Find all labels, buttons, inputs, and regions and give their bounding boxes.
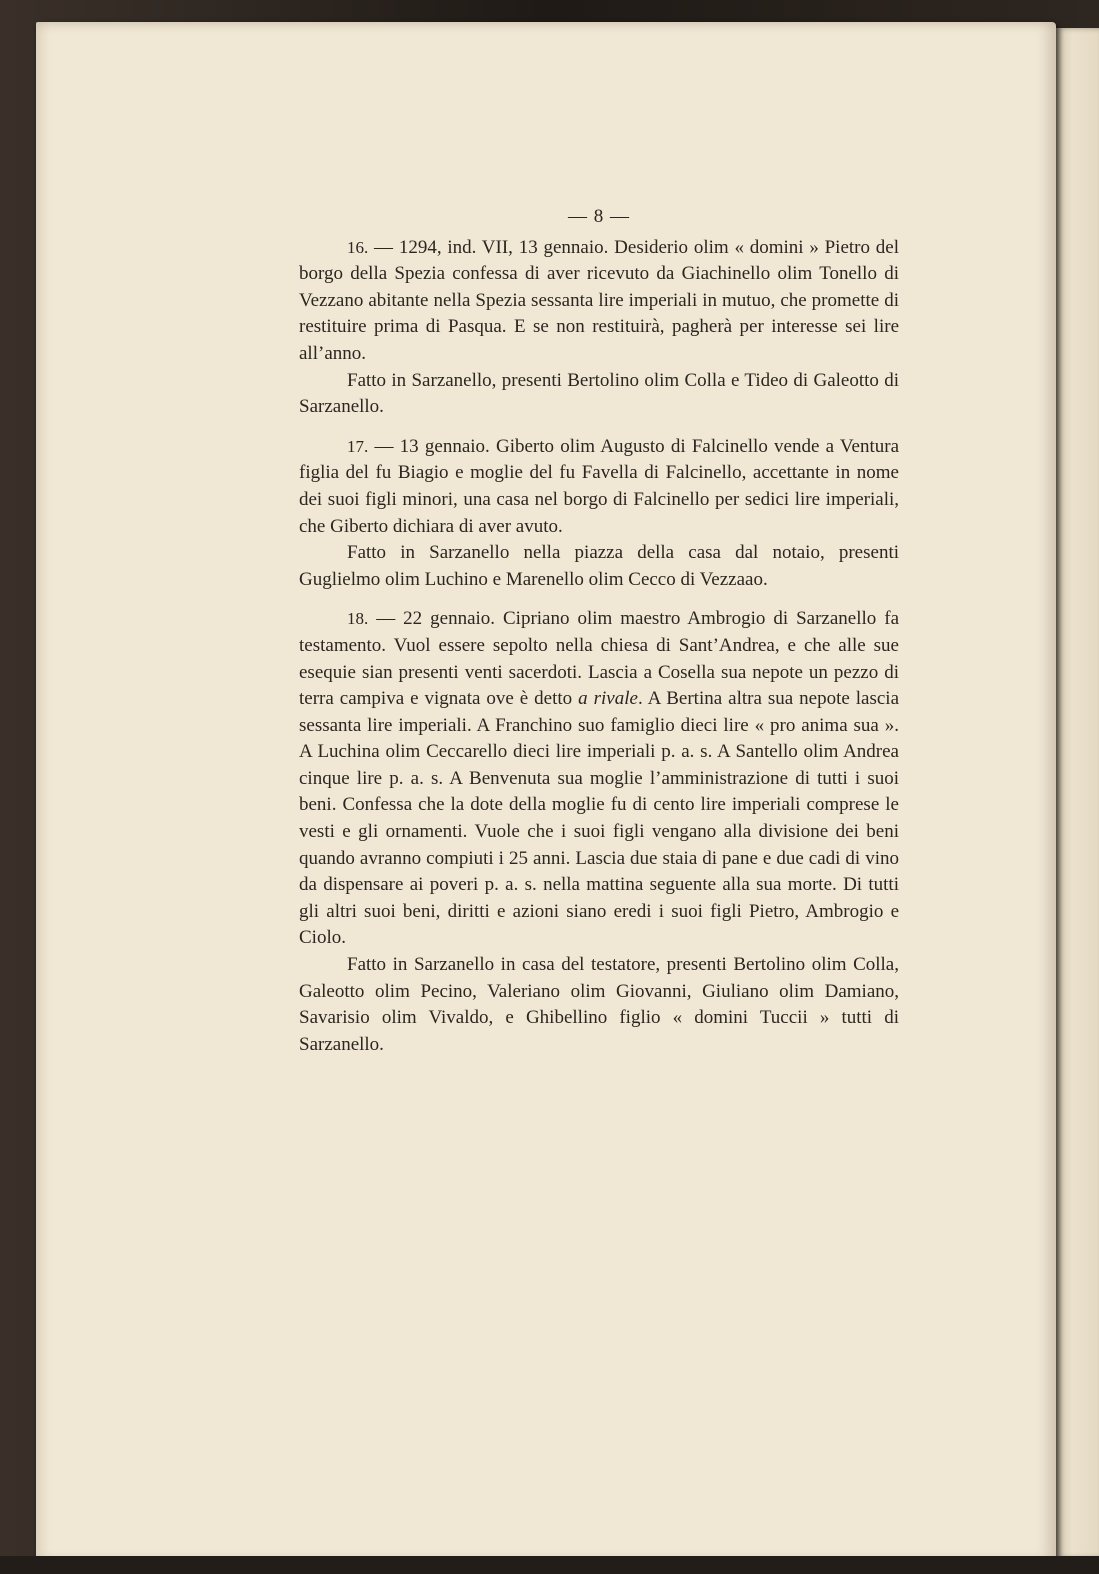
- entry-18-witnesses: Fatto in Sarzanello in casa del testatore, presenti Bertolino olim Colla, Galeotto olim Pecino, Valeriano olim Giovanni, Giuliano olim Damiano, Savarisio olim Vivaldo, e Ghibellino figlio « domini Tuccii » tutti di Sarzanello.: [299, 954, 899, 1055]
- page-text: [299, 204, 899, 1058]
- italic-place-name: a rivale: [578, 688, 638, 710]
- entry-text-continued: . A Bertina altra sua nepote lascia sessanta lire imperiali. A Franchino suo famiglio dieci lire « pro anima sua ». A Luchina olim Ceccarello dieci lire imperiali p. a. s. A Santello olim Andrea cinque lire p. a. s. A Benvenuta sua moglie l’amministrazione di tutti i suoi beni. Confessa che la dote della moglie fu di cento lire imperiali comprese le vesti e gli ornamenti. Vuole che i suoi figli vengano alla divisione dei beni quando avranno compiuti i 25 anni. Lascia due staia di pane e due cadi di vino da dispensare ai poveri p. a. s. nella mattina seguente alla sua morte. Di tutti gli altri suoi beni, diritti e azioni siano eredi i suoi figli Pietro, Ambrogio e Ciolo.: [299, 688, 900, 949]
- entry-17-deed: [299, 434, 899, 540]
- entry-text: — 13 gennaio. Giberto olim Augusto di Falcinello vende a Ventura figlia del fu Biagio e moglie del fu Favella di Falcinello, accettante in nome dei suoi figli minori, una casa nel borgo di Falcinello per sedici lire imperiali, che Giberto dichiara di aver avuto.: [299, 435, 900, 537]
- scan-bottom-margin: [0, 1556, 1099, 1574]
- entry-16-witnesses: Fatto in Sarzanello, presenti Bertolino olim Colla e Tideo di Galeotto di Sarzanello.: [299, 369, 899, 418]
- entry-number: 16.: [347, 237, 369, 257]
- entry-18-testament: [299, 606, 899, 952]
- next-page-edge: [1056, 28, 1099, 1558]
- entry-text: — 22 gennaio. Cipriano olim maestro Ambrogio di Sarzanello fa testamento. Vuol essere sepolto nella chiesa di Sant’Andrea, e che alle sue esequie sian presenti venti sacerdoti. Lascia a Cosella sua nepote un pezzo di terra campiva e vignata ove è detto: [299, 608, 900, 710]
- entry-text: — 1294, ind. VII, 13 gennaio. Desiderio olim « domini » Pietro del borgo della Spezia confessa di aver ricevuto da Giachinello olim Tonello di Vezzano abitante nella Spezia sessanta lire imperiali in mutuo, che promette di restituire prima di Pasqua. E se non restituirà, pagherà per interesse sei lire all’anno.: [299, 236, 899, 364]
- entry-17-witnesses: Fatto in Sarzanello nella piazza della casa dal notaio, presenti Guglielmo olim Luchino e Marenello olim Cecco di Vezzaao.: [299, 542, 899, 590]
- page-number: — 8 —: [568, 206, 630, 227]
- entry-16-deed: [299, 235, 899, 368]
- entry-number: 18.: [347, 609, 369, 629]
- entry-number: 17.: [347, 436, 369, 456]
